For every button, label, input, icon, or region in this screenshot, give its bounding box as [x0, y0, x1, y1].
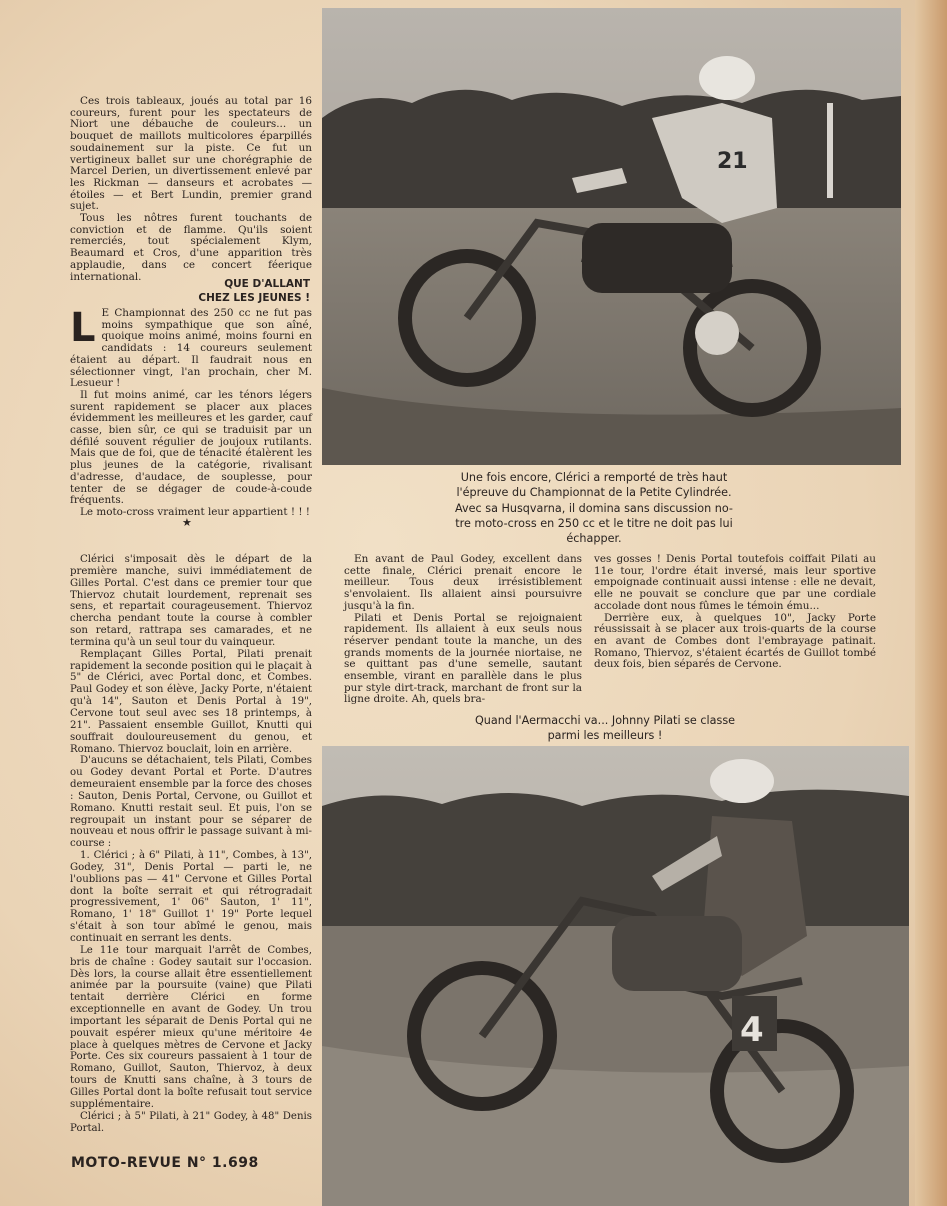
rider-number-21: 21 [717, 149, 748, 174]
race-paragraph-1: Clérici s'imposait dès le départ de la première manche, suivi immédiatement de Gilles Portal. C'est dans ce premier tour que Thiervoz chutait lourdement, reprenait ses sens, et repartait courageusement. Thiervoz chercha pendant toute la course à combler son retard, rattrapa ses camarades, et ne termina qu'à un seul tour du vainqueur. [70, 554, 312, 648]
middle-paragraph-2: Pilati et Denis Portal se rejoignaient rapidement. Ils allaient à eux seuls nous réserver pendant toute la manche, un des grands moments de la journée niortaise, ne se quittant pas d'une semelle, sautant ensemble, virant en parallèle dans le plus pur style dirt-track, marchant de front sur la ligne droite. Ah, quels bra- [344, 611, 582, 706]
caption-1-line-2: l'épreuve du Championnat de la Petite Cylindrée. [456, 486, 732, 500]
page-edge [915, 0, 947, 1206]
photo-clerici [322, 8, 901, 465]
caption-1-line-4: tre moto-cross en 250 cc et le titre ne doit pas lui [455, 516, 733, 530]
race-paragraph-5: Le 11e tour marquait l'arrêt de Combes, bris de chaîne : Godey sautait sur l'occasion. Dès lors, la course allait être essentiellement animée par la poursuite (vaine) que Pilati tentait derrière Clérici en forme exceptionnelle en avant de Godey. Un trou important les séparait de Denis Portal qui ne pouvait espérer mieux qu'une méritoire 4e place à quelques mètres de Cervone et Jacky Porte. Ces six coureurs passaient à 1 tour de Romano, Guillot, Sauton, Thiervoz, à deux tours de Knutti sans chaîne, à 3 tours de Gilles Portal dont la boîte refusait tout service supplémentaire. [70, 944, 312, 1110]
photo-clerici-caption [426, 470, 762, 546]
section-heading [150, 277, 310, 305]
page-footer [71, 1155, 259, 1171]
middle-paragraph-1: En avant de Paul Godey, excellent dans cette finale, Clérici prenait encore le meilleur. Tous deux irrésistiblement s'envolaient. Ils allaient ainsi poursuivre jusqu'à la fin. [344, 553, 582, 612]
section-column [70, 305, 312, 519]
photo-pilati-caption [430, 713, 780, 744]
race-paragraph-3: D'aucuns se détachaient, tels Pilati, Combes ou Godey devant Portal et Porte. D'autres demeuraient ensemble par la force des choses : Sauton, Denis Portal, Cervone, ou Guillot et Romano. Knutti restait seul. Et puis, l'on se regroupait un instant pour se séparer de nouveau et nous offrir le passage suivant à mi-course : [70, 755, 312, 850]
caption-2-line-2: parmi les meilleurs ! [547, 729, 663, 743]
section-paragraph-2: Il fut moins animé, car les ténors légers surent rapidement se placer aux places évidemment les meilleures et les garder, cauf casse, bien sûr, ce qui se traduisit par un défilé souvent régulier de joujoux rutilants. Mais que de foi, que de ténacité étalèrent les plus jeunes de la catégorie, rivalisant d'adresse, d'audace, de souplesse, pour tenter de se dégager de coude-à-coude fréquents. [70, 388, 312, 507]
intro-column [70, 96, 312, 283]
photo-pilati [322, 746, 909, 1206]
heading-line-1: QUE D'ALLANT [224, 278, 310, 290]
section-paragraph-1-text: E Championnat des 250 cc ne fut pas moins sympathique que son aîné, quoique moins animé, moins fourni en candidats : 14 coureurs seulement étaient au départ. Il faudrait nous en sélectionner vingt, l'an prochain, cher M. Lesueur ! [70, 307, 312, 390]
race-paragraph-4: 1. Clérici ; à 6" Pilati, à 11", Combes, à 13", Godey, 31", Denis Portal — parti le, ne l'oublions pas — 41" Cervone et Gilles Portal dont la boîte serrait et qui rétrogradait progressivement, 1' 06" Sauton, 1' 11", Romano, 1' 18" Guillot 1' 19" Porte lequel s'était à son tour abîmé le genou, mais continuait en serrant les dents. [70, 850, 312, 944]
caption-1-line-1: Une fois encore, Clérici a remporté de très haut [460, 471, 728, 484]
footer-magazine-name: MOTO-REVUE [71, 1155, 182, 1171]
section-paragraph-3: Le moto-cross vraiment leur appartient ! ! ! [80, 505, 310, 518]
rider-number-4: 4 [740, 1010, 764, 1050]
footer-issue-number: N° 1.698 [186, 1155, 259, 1171]
intro-paragraph-2: Tous les nôtres furent touchants de conviction et de flamme. Qu'ils soient remerciés, tout spécialement Klym, Beaumard et Cros, d'une apparition très applaudie, dans ce concert féerique international. [70, 212, 312, 283]
middle-column [344, 554, 582, 706]
caption-2-line-1: Quand l'Aermacchi va... Johnny Pilati se classe [474, 714, 736, 727]
section-star: ★ [182, 516, 192, 529]
section-paragraph-1 [70, 305, 312, 390]
right-paragraph-1: ves gosses ! Denis Portal toutefois coiffait Pilati au 11e tour, l'ordre était inversé, mais leur sportive empoignade continuait aussi intense : elle ne devait, elle ne pouvait se conclure que par une cordiale accolade dont nous fûmes le témoin ému... [594, 553, 876, 612]
caption-1-line-5: échapper. [566, 532, 622, 546]
race-paragraph-2: Remplaçant Gilles Portal, Pilati prenait rapidement la seconde position qui le plaçait à 5" de Clérici, avec Portal donc, et Combes. Paul Godey et son élève, Jacky Porte, n'étaient qu'à 14", Sauton et Denis Portal à 19", Cervone tout seul avec ses 18 printemps, à 21". Passaient ensemble Guillot, Knutti qui souffrait douloureusement du genou, et Romano. Thiervoz bouclait, loin en arrière. [70, 648, 312, 755]
right-paragraph-2: Derrière eux, à quelques 10", Jacky Porte réussissait à se placer aux trois-quarts de la course en avant de Combes dont l'embrayage patinait. Romano, Thiervoz, s'étaient écartés de Guillot tombé deux fois, bien séparés de Cervone. [594, 611, 876, 671]
race-column [70, 554, 312, 1134]
heading-line-2: CHEZ LES JEUNES ! [198, 292, 310, 304]
caption-1-line-3: Avec sa Husqvarna, il domina sans discussion no- [455, 501, 733, 515]
intro-paragraph-1: Ces trois tableaux, joués au total par 16 coureurs, furent pour les spectateurs de Niort une débauche de couleurs... un bouquet de maillots multicolores éparpillés soudainement sur la piste. Ce fut un vertigineux ballet sur une chorégraphie de Marcel Derien, un divertissement enlevé par les Rickman — danseurs et acrobates — étoiles — et Bert Lundin, premier grand sujet. [70, 95, 312, 213]
photo-pilati-image [322, 746, 909, 1206]
drop-cap: L [70, 305, 96, 351]
right-column [594, 554, 876, 671]
photo-clerici-image [322, 8, 901, 465]
race-paragraph-6: Clérici ; à 5" Pilati, à 21" Godey, à 48" Denis Portal. [70, 1110, 312, 1134]
